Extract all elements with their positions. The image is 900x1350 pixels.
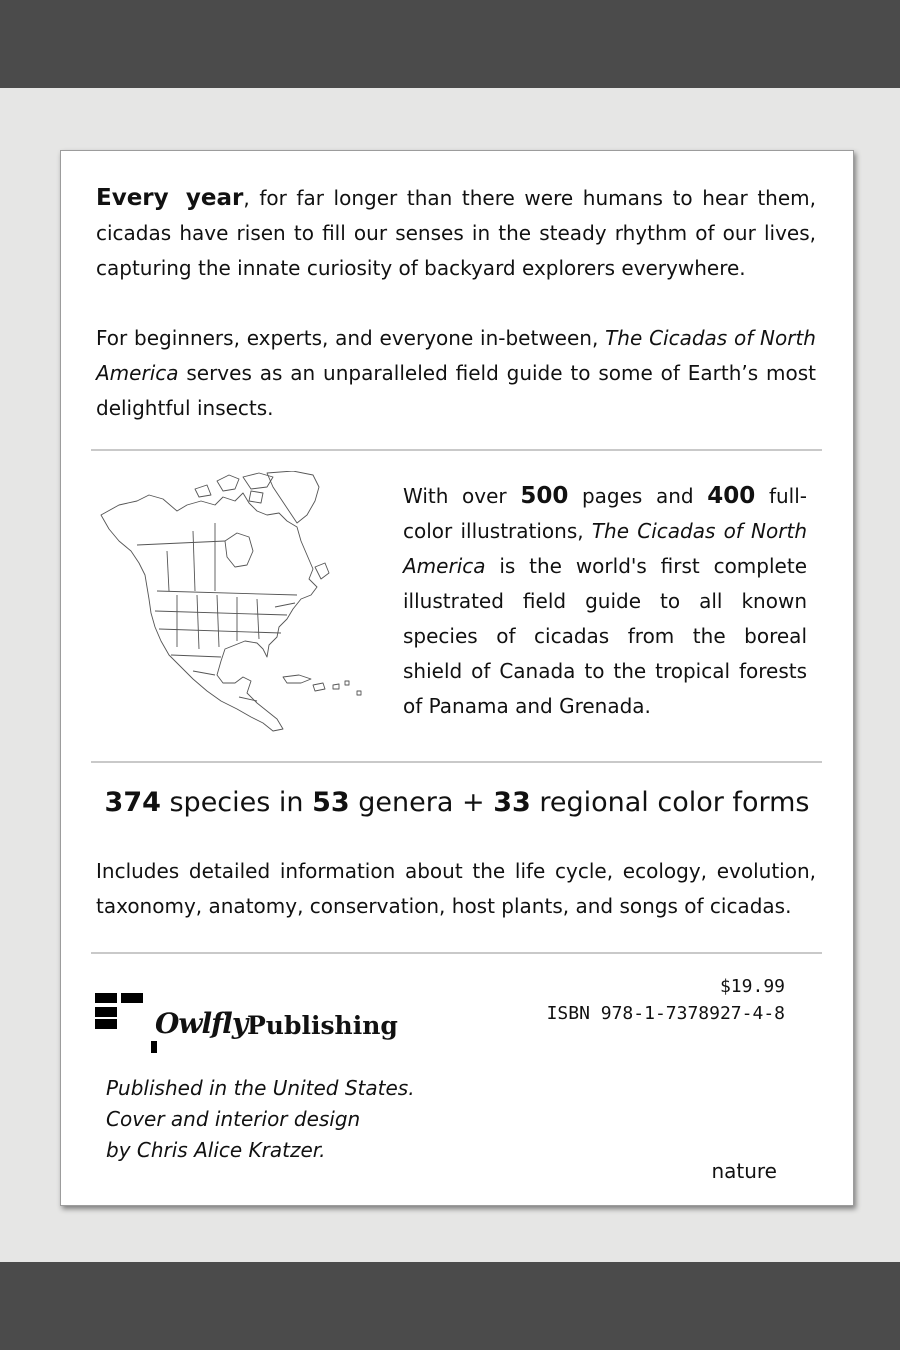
illustration-count: 400 — [707, 483, 756, 509]
audience-after: serves as an unparalleled field guide to some of Earth’s most delightful insects. — [96, 361, 816, 420]
counts-text-3: regional color forms — [530, 787, 810, 818]
feature-book-title: The Cicadas of North America — [403, 519, 807, 578]
divider — [91, 952, 822, 954]
counts-text-1: species in — [160, 787, 313, 818]
intro-text: , for far longer than there were humans to hear them, cicadas have risen to fill our senses in the steady rhythm of our lives, capturing the innate curiosity of backyard explorers everywhere. — [96, 186, 816, 280]
price-isbn-block — [547, 973, 785, 1027]
isbn: ISBN 978-1-7378927-4-8 — [546, 1003, 785, 1024]
feature-paragraph — [403, 479, 807, 724]
top-band — [0, 0, 900, 88]
genera-count: 53 — [312, 787, 350, 818]
credits — [106, 1073, 415, 1166]
feature-text-1: With over — [403, 484, 521, 508]
intro-paragraph — [96, 181, 816, 286]
page-count: 500 — [520, 483, 569, 509]
subject-category: nature — [711, 1159, 777, 1183]
credits-line-2: Cover and interior design — [106, 1107, 361, 1131]
publisher-suffix: Publishing — [247, 1011, 398, 1040]
audience-paragraph — [96, 321, 816, 426]
book-title: The Cicadas of North America — [96, 326, 816, 385]
feature-text-3: full-color illustrations, — [403, 484, 807, 543]
price: $19.99 — [719, 976, 785, 997]
feature-text-2: pages and — [568, 484, 708, 508]
color-forms-count: 33 — [493, 787, 531, 818]
counts-text-2: genera + — [349, 787, 494, 818]
divider — [91, 449, 822, 451]
bottom-band — [0, 1262, 900, 1350]
north-america-map-icon — [97, 471, 367, 739]
species-counts — [61, 787, 853, 818]
feature-text-4: is the world's first complete illustrated field guide to all known species of cicadas from the boreal shield of Canada to the tropical forests of Panama and Grenada. — [403, 554, 807, 718]
intro-lead: Every year — [96, 185, 244, 211]
species-count: 374 — [104, 787, 161, 818]
owlfly-logo-icon — [95, 993, 157, 1055]
credits-line-1: Published in the United States. — [106, 1076, 415, 1100]
credits-line-3: by Chris Alice Kratzer. — [106, 1138, 326, 1162]
publisher-name: Owlfly — [155, 1007, 248, 1040]
divider — [91, 761, 822, 763]
includes-paragraph: Includes detailed information about the life cycle, ecology, evolution, taxonomy, anatomy, conservation, host plants, and songs of cicadas. — [96, 859, 816, 918]
audience-before: For beginners, experts, and everyone in-between, — [96, 326, 606, 350]
back-cover-card — [60, 150, 854, 1206]
publisher-logo — [95, 993, 405, 1057]
